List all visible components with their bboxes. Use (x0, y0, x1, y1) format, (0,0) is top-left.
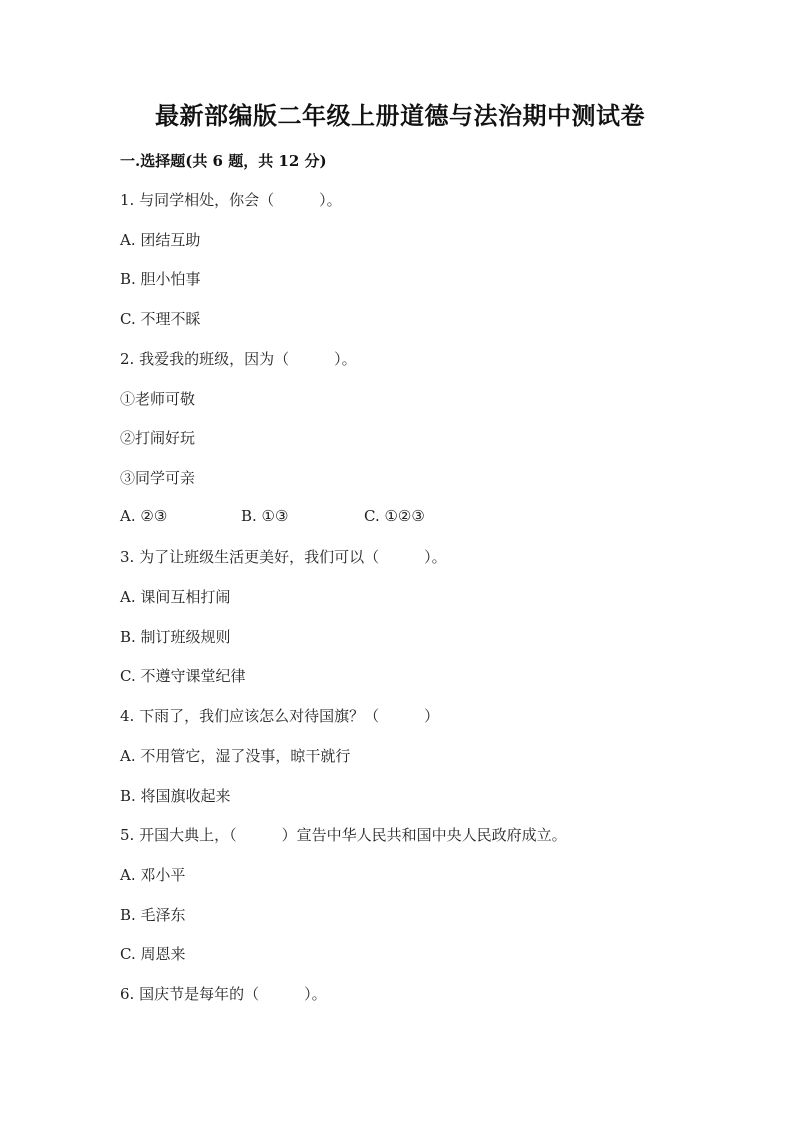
question-5-option-b: B. 毛泽东 (120, 906, 186, 924)
question-1-option-b: B. 胆小怕事 (120, 270, 201, 288)
question-3-option-b: B. 制订班级规则 (120, 628, 231, 646)
question-4-option-b: B. 将国旗收起来 (120, 787, 231, 805)
question-2-statement-1: ①老师可敬 (120, 390, 196, 408)
question-4-option-a: A. 不用管它，湿了没事，晾干就行 (120, 747, 351, 765)
question-5-option-c: C. 周恩来 (120, 945, 186, 963)
question-5-stem: 5. 开国大典上，（ ）宣告中华人民共和国中央人民政府成立。 (120, 826, 567, 844)
question-3-option-a: A. 课间互相打闹 (120, 588, 231, 606)
question-2-option-b: B. ①③ (241, 507, 289, 525)
question-5-option-a: A. 邓小平 (120, 866, 186, 884)
question-2-statement-3: ③同学可亲 (120, 469, 196, 487)
question-2-option-c: C. ①②③ (364, 507, 425, 525)
question-1-option-c: C. 不理不睬 (120, 310, 201, 328)
question-1-stem: 1. 与同学相处，你会（ ）。 (120, 191, 342, 209)
question-6-stem: 6. 国庆节是每年的（ ）。 (120, 985, 327, 1003)
question-3-option-c: C. 不遵守课堂纪律 (120, 667, 246, 685)
section-heading: 一.选择题(共 6 题，共 12 分) (120, 152, 327, 170)
question-1-option-a: A. 团结互助 (120, 231, 201, 249)
question-2-stem: 2. 我爱我的班级，因为（ ）。 (120, 350, 357, 368)
question-4-stem: 4. 下雨了，我们应该怎么对待国旗？（ ） (120, 707, 440, 725)
question-2-statement-2: ②打闹好玩 (120, 429, 196, 447)
question-2-option-a: A. ②③ (120, 507, 168, 525)
question-3-stem: 3. 为了让班级生活更美好，我们可以（ ）。 (120, 548, 447, 566)
document-title: 最新部编版二年级上册道德与法治期中测试卷 (155, 101, 645, 130)
